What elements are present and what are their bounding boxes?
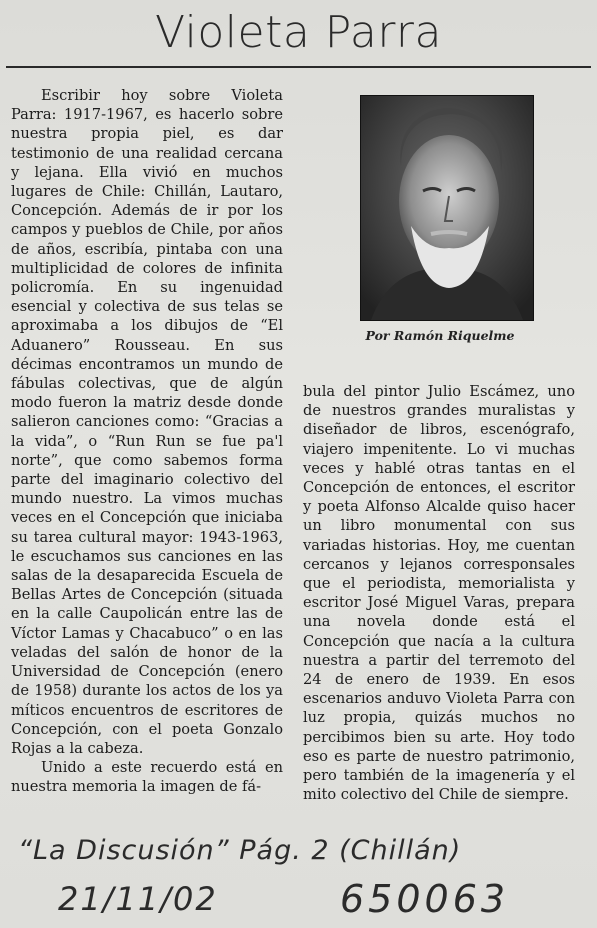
title-rule — [6, 66, 591, 68]
handwritten-archive-number: 650063 — [340, 877, 510, 921]
article-title: Violeta Parra — [155, 7, 442, 58]
handwritten-source-note: “La Discusión” Pág. 2 (Chillán) — [18, 835, 462, 866]
article-paragraph: bula del pintor Julio Escámez, uno de nuestros grandes muralistas y diseñador de libros, escenógrafo, viajero impenitente. Lo vi muchas veces y hablé otras tantas en el Concepción de entonces, el escritor y poeta Alfonso Alcalde quiso hacer un libro monumental con sus variadas historias. Hoy, me cuentan cercanos y lejanos corresponsales que el periodista, memorialista y escritor José Miguel Varas, prepara una novela donde está el Concepción que nacía a la cultura nuestra a partir del terremoto del 24 de enero de 1939. En esos escenarios anduvo Violeta Parra con luz propia, quizás muchos no percibimos bien su arte. Hoy todo eso es parte de nuestro patrimonio, pero también de la imagenería y el mito colectivo del Chile de siempre. — [303, 383, 575, 804]
article-column-right — [303, 382, 575, 804]
handwritten-date: 21/11/02 — [58, 880, 218, 918]
article-paragraph: Unido a este recuerdo está en nuestra memoria la imagen de fá- — [11, 759, 283, 796]
photo-credit: Por Ramón Riquelme — [365, 328, 515, 343]
article-paragraph: Escribir hoy sobre Violeta Parra: 1917-1967, es hacerlo sobre nuestra propia piel, es dar testimonio de una realidad cercana y lejana. Ella vivió en muchos lugares de Chile: Chillán, Lautaro, Concepción. Además de ir por los campos y pueblos de Chile, por años de años, escribía, pintaba con una multiplicidad de colores de infinita policromía. En su ingenuidad esencial y colectiva de sus telas se aproximaba a los dibujos de “El Aduanero” Rousseau. En sus décimas encontramos un mundo de fábulas colectivas, que de algún modo fueron la matriz desde donde salieron canciones como: “Gracias a la vida”, o “Run Run se fue pa'l norte”, que como sabemos forma parte del imaginario colectivo del mundo nuestro. La vimos muchas veces en el Concepción que iniciaba su tarea cultural mayor: 1943-1963, le escuchamos sus canciones en las salas de la desaparecida Escuela de Bellas Artes de Concepción (situada en la calle Caupolicán entre las de Víctor Lamas y Chacabuco” o en las veladas del salón de honor de la Universidad de Concepción (enero de 1958) durante los actos de los ya míticos encuentros de escritores de Concepción, con el poeta Gonzalo Rojas a la cabeza. — [11, 87, 283, 757]
article-column-left — [11, 86, 283, 797]
author-portrait — [360, 95, 534, 321]
